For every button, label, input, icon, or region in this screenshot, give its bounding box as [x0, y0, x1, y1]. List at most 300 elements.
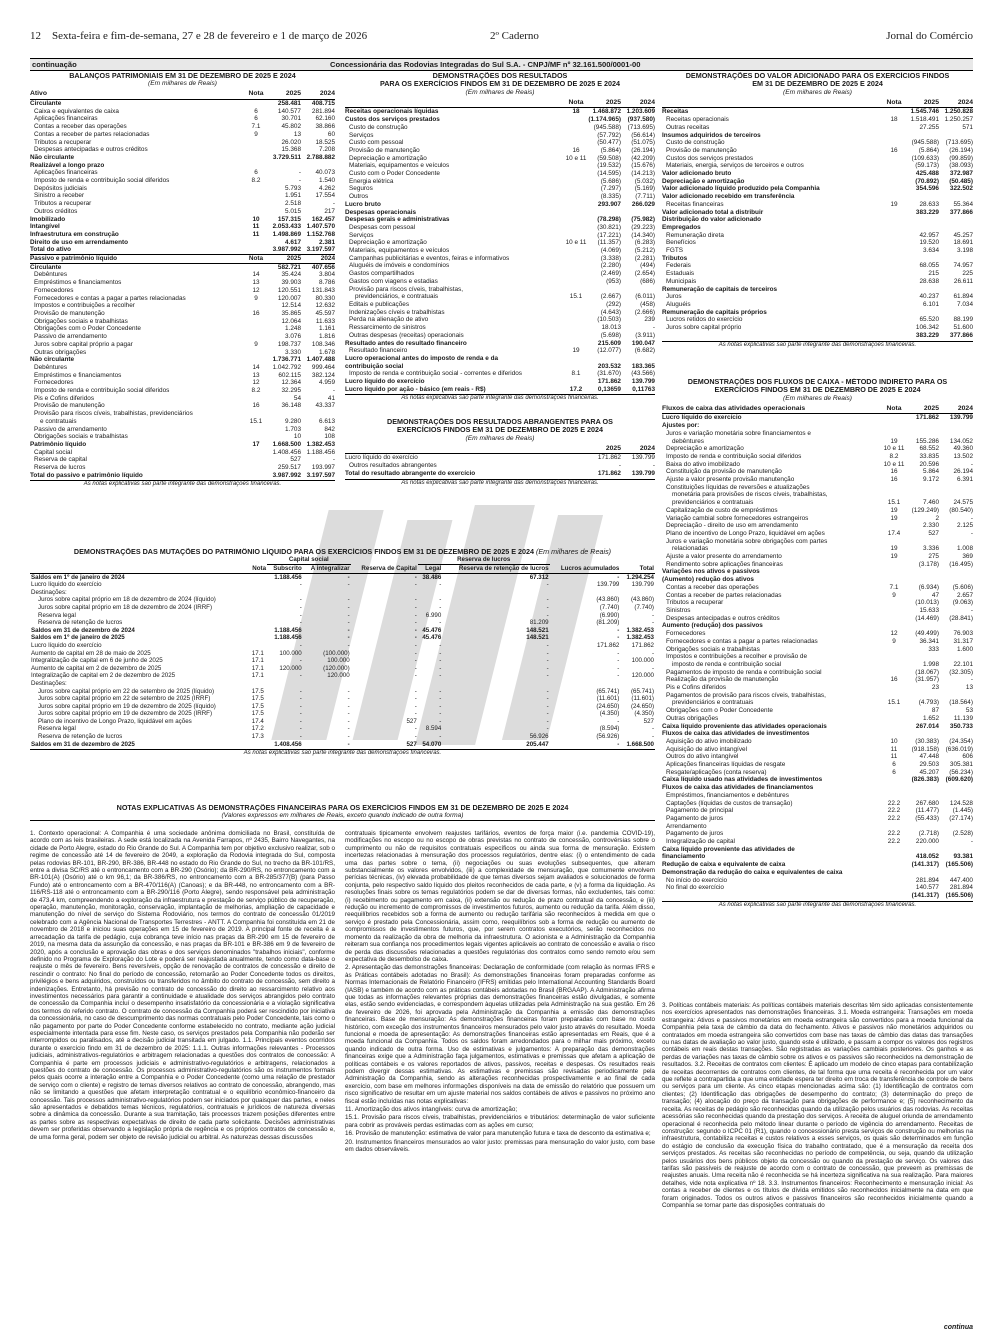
- statement-row: [30, 395, 335, 403]
- statement-row: [345, 332, 655, 340]
- comprehensive-income-title: DEMONSTRAÇÕES DOS RESULTADOS ABRANGENTES PARA OS: [387, 418, 613, 426]
- note-paragraph: 16. Provisão de manutenção: estimativa de valor para manutenção futura e taxa de desconto da estimativa e;: [345, 1130, 651, 1138]
- statement-row: [30, 271, 335, 279]
- equity-row: [30, 733, 655, 741]
- equity-row: [30, 680, 655, 688]
- row-value-2025: (129.249): [911, 506, 939, 514]
- equity-row-value: [249, 634, 267, 642]
- equity-row: [30, 672, 655, 680]
- row-value-2025: [905, 132, 939, 140]
- statement-row: [662, 316, 973, 324]
- cash-flow-subtitle: (Em milhares de Reais): [783, 394, 852, 402]
- equity-row: [30, 710, 655, 718]
- row-note: [883, 239, 905, 247]
- equity-row-value: -: [651, 619, 654, 627]
- row-value-2025: [905, 846, 939, 854]
- equity-column-header: [30, 565, 655, 574]
- equity-row: [30, 573, 655, 581]
- row-value-2025: 36.148: [281, 402, 301, 410]
- equity-row-value: -: [546, 603, 549, 611]
- row-value-2024: (1.445): [952, 807, 973, 815]
- row-label: financiamento: [662, 853, 706, 861]
- equity-row-value: -: [347, 619, 350, 627]
- row-note: [565, 124, 587, 132]
- equity-row-value: -: [347, 634, 350, 642]
- row-value-2025: 9.280: [285, 417, 301, 425]
- statement-row: [30, 441, 335, 449]
- equity-row-label: Juros sobre capital próprio em 19 de dezembro de 2025 (IRRF): [38, 710, 213, 718]
- row-value-2025: 258.481: [277, 100, 301, 107]
- row-label: Aluguéis: [666, 300, 691, 308]
- statement-row: [662, 838, 973, 846]
- equity-row-value: 100.000: [631, 657, 654, 665]
- row-value-2025: 33.835: [919, 452, 939, 460]
- row-value-2025: (12.077): [597, 347, 621, 355]
- row-label: Demonstração da redução do caixa e equivalentes de caixa: [662, 868, 843, 876]
- row-value-2024: (15.676): [631, 162, 655, 170]
- equity-row-value: [550, 680, 621, 688]
- equity-row-value: (11.601): [631, 695, 654, 703]
- row-label: Sinistros: [666, 606, 691, 614]
- row-label: previdenciários, e contratuais: [355, 293, 439, 301]
- row-note: [565, 316, 587, 324]
- equity-row-value: [303, 680, 351, 688]
- row-label: Juros sobre capital próprio a pagar: [34, 340, 133, 348]
- row-value-2024: [939, 193, 973, 201]
- header-2025: 2025: [605, 444, 621, 452]
- row-value-2024: 60: [327, 130, 335, 138]
- row-note: [565, 201, 587, 209]
- statement-row: [662, 669, 973, 677]
- statement-row: [30, 356, 335, 364]
- row-value-2025: [905, 422, 939, 430]
- row-label: Caixa líquido usado nas atividades de investimentos: [662, 776, 823, 784]
- row-label: Rendimento sobre aplicações financeiras: [666, 560, 783, 568]
- statement-row: [662, 216, 973, 224]
- equity-row-label: Juros sobre capital próprio em 22 de setembro de 2025 (IRRF): [38, 695, 211, 703]
- row-note: [883, 669, 905, 677]
- row-note: [245, 472, 267, 480]
- row-note: 16: [890, 146, 898, 154]
- row-note: [565, 378, 587, 386]
- row-label: Editais e publicações: [349, 300, 410, 308]
- row-label: Resultado financeiro: [349, 347, 408, 355]
- row-label: Outras despesas (receitas) operacionais: [349, 331, 464, 339]
- row-value-2024: 139.799: [949, 414, 973, 422]
- row-note: 14: [252, 363, 260, 371]
- row-label: monetária para provisões de riscos cíveis, trabalhistas,: [672, 491, 828, 499]
- row-value-2024: 6.391: [957, 476, 973, 484]
- equity-changes-note: As notas explicativas são parte integrante das demonstrações financeiras.: [30, 749, 655, 758]
- row-label: Aumento (redução) dos passivos: [662, 622, 763, 630]
- row-value-2025: 1.652: [923, 714, 939, 722]
- row-value-2025: -: [298, 177, 301, 185]
- equity-row-value: -: [414, 596, 417, 604]
- statement-row: [662, 769, 973, 777]
- row-value-2024: 183.365: [631, 362, 655, 370]
- row-label: Ajuste a valor presente provisão manutenção: [666, 476, 795, 484]
- row-value-2025: (78.298): [597, 216, 621, 224]
- header-note: [565, 445, 587, 454]
- row-note: [883, 414, 905, 422]
- equity-row-label: Lucro líquido do exercício: [31, 641, 102, 649]
- row-value-2024: 1.407.488: [306, 356, 335, 364]
- row-note: [245, 395, 267, 403]
- row-value-2024: 322.502: [949, 185, 973, 193]
- row-note: [883, 430, 905, 438]
- equity-row-value: 17.2: [251, 725, 264, 733]
- row-value-2024: 8.786: [319, 279, 335, 287]
- statement-row: [662, 193, 973, 201]
- row-note: 9: [254, 340, 258, 348]
- comprehensive-income-rows: [345, 454, 655, 477]
- row-value-2024: (56.234): [949, 768, 973, 776]
- row-value-2025: (292): [606, 300, 621, 308]
- row-value-2025: 1.998: [923, 660, 939, 668]
- row-value-2025: 15.633: [919, 606, 939, 614]
- statement-row: [345, 139, 655, 147]
- row-value-2024: 217: [324, 207, 335, 215]
- row-value-2024: 225: [962, 270, 973, 278]
- statement-row: [662, 453, 973, 461]
- row-note: 22.2: [887, 799, 901, 807]
- row-value-2024: 1.382.453: [306, 440, 335, 448]
- row-value-2025: 171.862: [597, 469, 621, 477]
- row-value-2025: 87: [931, 707, 939, 715]
- statement-row: [30, 162, 335, 170]
- equity-row-value: -: [347, 603, 350, 611]
- row-value-2024: 4.262: [319, 184, 335, 192]
- row-value-2024: 281.894: [949, 884, 973, 892]
- row-note: 11: [252, 223, 260, 231]
- statement-row: [30, 264, 335, 272]
- row-note: [565, 262, 587, 270]
- statement-row: [662, 607, 973, 615]
- equity-row-value: -: [439, 672, 442, 680]
- row-label: Contas a receber de partes relacionadas: [666, 591, 782, 599]
- row-note: [565, 270, 587, 278]
- row-note: [883, 661, 905, 669]
- row-note: 12: [252, 379, 260, 387]
- row-note: [883, 278, 905, 286]
- statement-row: [345, 293, 655, 301]
- row-note: 11: [252, 230, 260, 238]
- statement-row: [662, 430, 973, 438]
- cash-flow-rows: [662, 414, 973, 899]
- row-note: [883, 576, 905, 584]
- row-note: [245, 449, 267, 457]
- row-label: Federais: [666, 262, 691, 270]
- row-value-2025: 215.609: [597, 339, 621, 347]
- statement-row: [662, 185, 973, 193]
- row-value-2025: [905, 730, 939, 738]
- row-value-2025: (17.221): [597, 231, 621, 239]
- row-value-2025: 1.518.491: [910, 116, 939, 124]
- equity-changes-rows: [30, 573, 655, 748]
- row-note: 22.2: [887, 814, 901, 822]
- continua-label: continua: [943, 1324, 973, 1331]
- statement-row: [345, 116, 655, 124]
- equity-row-value: -: [414, 619, 417, 627]
- row-note: [883, 139, 905, 147]
- equity-row-value: 17.5: [251, 710, 264, 718]
- statement-row: [662, 332, 973, 340]
- equity-row-value: [249, 642, 267, 650]
- equity-row-value: -: [651, 611, 654, 619]
- statement-row: [662, 201, 973, 209]
- equity-row-value: -: [546, 649, 549, 657]
- equity-row-value: -: [414, 626, 417, 634]
- row-value-2025: 2.053.433: [272, 223, 301, 231]
- row-label: Provisão de manutenção: [34, 402, 105, 410]
- statement-row: [662, 538, 973, 546]
- statement-row: [30, 287, 335, 295]
- row-value-2024: (165.506): [945, 892, 973, 899]
- row-value-2024: (26.194): [949, 146, 973, 154]
- row-note: [883, 209, 905, 217]
- row-value-2025: 42.957: [919, 231, 939, 239]
- statement-row: [30, 100, 335, 108]
- statement-row: [345, 262, 655, 270]
- row-value-2024: [939, 422, 973, 430]
- row-note: 8.2: [251, 387, 261, 395]
- row-label: Seguros: [349, 185, 373, 193]
- cash-flow-title-2: EXERCÍCIOS FINDOS EM 31 DE DEZEMBRO DE 2025 E 2024: [714, 385, 921, 395]
- row-value-2025: 171.862: [597, 454, 621, 462]
- row-label: Despesas com pessoal: [349, 223, 416, 231]
- statement-row: [662, 615, 973, 623]
- notes-column-3: [662, 1002, 973, 1320]
- statement-row: [30, 472, 335, 480]
- row-label: Remuneração de capitais próprios: [662, 308, 767, 316]
- equity-row: [30, 695, 655, 703]
- row-label: Estaduais: [666, 270, 695, 278]
- row-value-2025: 0,13659: [597, 385, 621, 393]
- row-label: Pis e Cofins diferidos: [34, 394, 95, 402]
- header-2025: 2025: [605, 98, 621, 106]
- equity-row: [30, 634, 655, 642]
- statement-row: [30, 402, 335, 410]
- capital-social-group: Capital social: [267, 556, 351, 564]
- header-2024: 2024: [957, 404, 973, 412]
- row-note: 6: [892, 768, 896, 776]
- row-value-2025: 1.668.500: [272, 440, 301, 448]
- row-label: Infraestrutura em construção: [30, 230, 119, 238]
- header-note: Nota: [886, 98, 902, 106]
- row-value-2024: 571: [962, 123, 973, 131]
- row-value-2025: [905, 193, 939, 201]
- row-note: [565, 332, 587, 340]
- equity-row-value: 1.188.456: [274, 634, 302, 642]
- row-value-2024: 2.788.882: [306, 153, 335, 161]
- row-note: 19: [890, 437, 898, 445]
- row-note: [245, 464, 267, 472]
- equity-row: [30, 718, 655, 726]
- header-label: [345, 445, 565, 454]
- row-value-2025: 3.076: [285, 333, 301, 341]
- row-value-2024: 12.632: [315, 302, 335, 310]
- statement-row: [30, 108, 335, 116]
- statement-row: [345, 193, 655, 201]
- row-note: 16: [890, 476, 898, 484]
- statement-row: [662, 414, 973, 422]
- row-value-2024: (56.614): [631, 131, 655, 139]
- statement-row: [345, 270, 655, 278]
- equity-changes-table: [30, 556, 655, 748]
- equity-row-value: -: [414, 702, 417, 710]
- equity-row-value: -: [299, 717, 302, 725]
- equity-row-value: 17.1: [251, 649, 264, 657]
- equity-row-value: 17.1: [251, 672, 264, 680]
- equity-row-value: -: [651, 733, 654, 741]
- row-value-2025: [905, 784, 939, 792]
- equity-row-value: -: [546, 664, 549, 672]
- row-value-2025: 1.736.771: [272, 356, 301, 364]
- row-value-2025: (4.643): [600, 308, 621, 316]
- row-label: Obrigações sociais e trabalhistas: [666, 645, 760, 653]
- statement-row: [662, 270, 973, 278]
- row-note: 7.1: [889, 583, 899, 591]
- statement-row: [345, 132, 655, 140]
- row-note: 22.2: [887, 830, 901, 838]
- equity-row-value: 17.5: [251, 687, 264, 695]
- edition-date: Sexta-feira e fim-de-semana, 27 e 28 de fevereiro e 1 de março de 2026: [52, 30, 368, 42]
- row-value-2025: 26.020: [281, 138, 301, 146]
- row-label: Constituição da provisão de manutenção: [666, 468, 782, 476]
- equity-row-value: 17.1: [251, 664, 264, 672]
- statement-row: [662, 116, 973, 124]
- equity-group-header: [30, 556, 655, 564]
- row-value-2024: [939, 792, 973, 800]
- row-label: Tributos a recuperar: [34, 200, 92, 208]
- row-label: Valor adicionado bruto: [662, 170, 732, 178]
- statement-row: [30, 200, 335, 208]
- row-note: 19: [890, 514, 898, 522]
- equity-row-value: [303, 589, 351, 597]
- equity-row-value: -: [546, 641, 549, 649]
- row-value-2025: 68.055: [919, 262, 939, 270]
- row-label: Juros e variação monetária sobre obrigações com partes: [666, 537, 828, 545]
- row-value-2025: 259.517: [277, 464, 301, 472]
- row-value-2024: [939, 823, 973, 831]
- row-label: Plano de incentivo de Longo Prazo, liquidável em ações: [666, 529, 825, 537]
- equity-row-value: -: [439, 702, 442, 710]
- equity-row-label: Saldos em 1º de janeiro de 2025: [31, 634, 125, 642]
- row-note: Nota: [248, 255, 264, 263]
- statement-row: [662, 170, 973, 178]
- row-note: [883, 155, 905, 163]
- statement-row: [345, 216, 655, 224]
- equity-row-value: [249, 680, 267, 688]
- statement-row: [662, 815, 973, 823]
- row-note: [883, 262, 905, 270]
- row-value-2024: 53: [965, 707, 973, 715]
- row-value-2025: [905, 491, 939, 499]
- row-value-2024: 3.197.597: [306, 471, 335, 479]
- row-value-2025: (4.069): [600, 247, 621, 255]
- statement-row: [30, 246, 335, 254]
- equity-row-value: -: [414, 725, 417, 733]
- row-label: Municipais: [666, 277, 697, 285]
- equity-row: [30, 642, 655, 650]
- row-note: 17.4: [887, 529, 901, 537]
- equity-row-value: [249, 604, 267, 612]
- row-label: Passivo de arrendamento: [34, 425, 107, 433]
- equity-row-value: -: [299, 581, 302, 589]
- row-label: Outros: [349, 193, 369, 201]
- row-value-2025: 120.007: [277, 294, 301, 302]
- row-value-2024: 2.125: [957, 522, 973, 530]
- row-value-2024: 4.959: [319, 379, 335, 387]
- row-value-2024: 1.008: [957, 545, 973, 553]
- row-label: Provisão para riscos cíveis, trabalhistas, previdenciários: [34, 410, 193, 418]
- row-value-2025: 10: [293, 433, 301, 441]
- row-label: Serviços: [349, 131, 374, 139]
- row-value-2025: (70.892): [915, 177, 939, 185]
- row-value-2025: 3.729.511: [272, 153, 301, 161]
- row-value-2024: 11.633: [315, 317, 335, 325]
- row-note: 16: [890, 676, 898, 684]
- row-value-2024: 190.047: [631, 339, 655, 347]
- statement-row: [662, 723, 973, 731]
- row-note: [565, 139, 587, 147]
- row-value-2024: 606: [962, 753, 973, 761]
- row-label: Ajustes por:: [662, 422, 700, 430]
- comprehensive-income-header: [345, 445, 655, 455]
- row-note: [245, 139, 267, 147]
- equity-row-value: -: [617, 657, 620, 665]
- equity-row-value: 1.188.456: [274, 626, 302, 634]
- statement-row: [30, 254, 335, 264]
- equity-row-value: -: [347, 581, 350, 589]
- row-note: [883, 224, 905, 232]
- statement-row: [345, 470, 655, 478]
- statement-row: [662, 892, 973, 900]
- row-value-2025: 2: [935, 514, 939, 522]
- row-label: Custo de construção: [349, 123, 408, 131]
- header-2024: 2024: [639, 98, 655, 106]
- row-label: Obrigações com o Poder Concedente: [34, 325, 141, 333]
- value-added-rows: [662, 108, 973, 339]
- row-label: Outros resultados abrangentes: [349, 462, 437, 470]
- statement-row: [345, 162, 655, 170]
- equity-row-value: [267, 680, 303, 688]
- note-paragraph: contratuais tipicamente envolvem reajustes tarifários, eventos de força maior (i.e. pandemia COVID-19), modificações no escopo ou no escopo de obras previstas no contrato de concessão, controvérsias sobre o cumprimento ou não de requisitos contratuais específicos ou ainda sua forma de mensuração. Existem incertezas relacionadas à mensuração dos processos regulatórios, dentre elas: (i) o entendimento de cada uma das partes sobre o tema, (ii) negociações ou suas evoluções subsequentes, que alteram substancialmente os valores envolvidos, (iii) a complexidade de mensuração, que comumente envolvem perícias técnicas, (iv) elevada probabilidade de que temas diversos sejam avaliados e solucionados de forma conjunta, pelo respectivo saldo líquido dos pleitos reconhecidos de cada parte, e (v) a forma da liquidação. As resoluções finais sobre os temas regulatórios podem se dar de diversas formas, não excludentes, tais como: (i) recebimento ou pagamento em caixa, (ii) extensão ou redução de prazo contratual da concessão, e (iii) redução ou incremento de compromissos de investimentos futuros, aumento ou redução da tarifa. Além disso, reequilíbrios recebidos sob a forma de aumento ou redução tarifária são reconhecidos à medida em que o serviço é prestado pela Concessionária, assim como, reequilíbrios sob a forma de redução ou aumento de compromissos de investimentos futuros, que, por serem contratos executórios, serão reconhecidos no momento da realização da obra de melhoria da infraestrutura. O acionista e a Administração da Companhia reiteram sua confiança nos procedimentos legais vigentes aplicáveis ao contrato de concessão e avalia o risco de perda das discussões relacionadas a questões regulatórias dos contratos como sendo remoto e/ou sem expectativa de desembolso de caixa.: [345, 830, 655, 963]
- equity-row-label: Saldos em 31 de dezembro de 2025: [31, 740, 135, 748]
- equity-row-label: Destinações:: [31, 588, 67, 596]
- equity-row-value: 1.382.453: [626, 626, 654, 634]
- equity-row-value: -: [347, 695, 350, 703]
- row-value-2024: (14.213): [631, 170, 655, 178]
- equity-row-value: -: [439, 717, 442, 725]
- row-value-2024: 74.957: [953, 262, 973, 270]
- statement-row: [662, 293, 973, 301]
- income-statement-note: As notas explicativas são parte integrante das demonstrações financeiras.: [345, 394, 655, 403]
- row-note: [245, 333, 267, 341]
- row-value-2024: (937.580): [627, 116, 655, 124]
- equity-column-title: Legal: [425, 565, 442, 572]
- equity-column-title: Lucros acumulados: [560, 564, 620, 572]
- row-value-2025: (8.335): [600, 193, 621, 201]
- row-value-2025: 3.336: [923, 545, 939, 553]
- balance-sheet-header: [30, 90, 335, 100]
- row-note: 11: [890, 753, 898, 761]
- row-value-2024: 11.139: [953, 714, 973, 722]
- income-statement-section: [345, 72, 655, 412]
- equity-row-label: Integralização de capital em 6 de junho de 2025: [31, 657, 163, 665]
- statement-row: [345, 201, 655, 209]
- row-value-2025: 383.229: [915, 331, 939, 339]
